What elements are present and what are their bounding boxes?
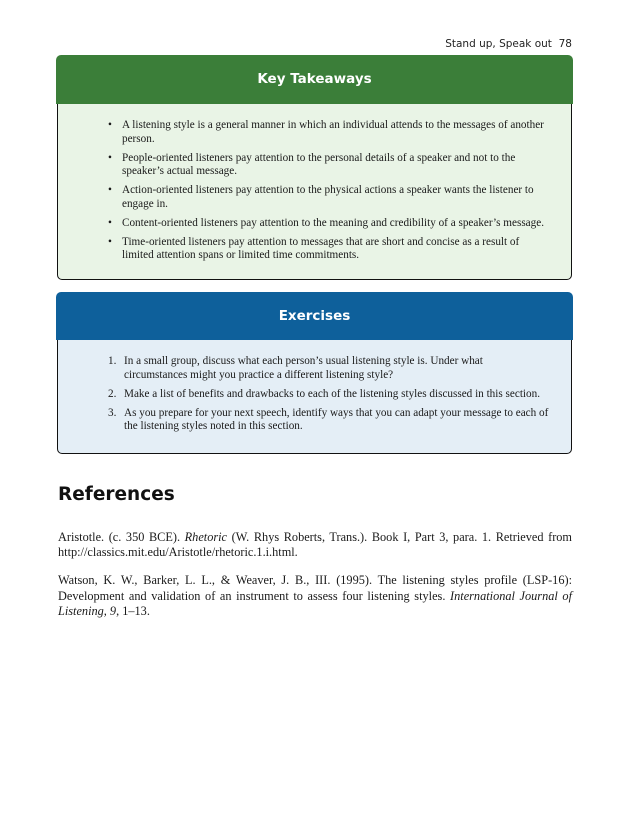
- takeaway-item: • Action-oriented listeners pay attention to the physical actions a speaker wants the listener to engage in.: [108, 184, 549, 211]
- key-takeaways-box: [57, 56, 572, 280]
- reference-text: , 1–13.: [116, 603, 150, 618]
- key-takeaways-title: Key Takeaways: [56, 55, 573, 104]
- exercise-text: In a small group, discuss what each person’s usual listening style is. Under what circumstances might you practice a different listening style?: [124, 355, 483, 381]
- exercises-list: [108, 355, 549, 439]
- takeaway-item: • Content-oriented listeners pay attention to the meaning and credibility of a speaker’s message.: [108, 217, 549, 231]
- references-heading: References: [58, 484, 175, 505]
- reference-text: Watson, K. W., Barker, L. L., & Weaver, J. B., III. (1995). The listening styles profile (LSP-16): Development and validation of an instrument to assess four listening styles.: [58, 573, 572, 603]
- takeaway-item: • People-oriented listeners pay attention to the personal details of a speaker and not to the speaker’s actual message.: [108, 152, 549, 179]
- exercise-text: As you prepare for your next speech, identify ways that you can adapt your message to each of the listening styles noted in this section.: [124, 406, 549, 432]
- page-number: 78: [558, 38, 572, 50]
- exercise-number: 2.: [108, 387, 117, 400]
- exercises-box: [57, 293, 572, 454]
- takeaway-item: • A listening style is a general manner in which an individual attends to the messages of another person.: [108, 119, 549, 146]
- running-head-title: Stand up, Speak out: [445, 38, 552, 50]
- reference-text: (W. Rhys Roberts, Trans.). Book I, Part 3, para. 1. Retrieved from http://classics.mit.edu/Aristotle/rhetoric.1.i.html.: [58, 530, 573, 560]
- exercise-item: [108, 388, 549, 402]
- exercise-item: [108, 407, 549, 434]
- reference-journal: International Journal of Listening, 9: [58, 588, 572, 618]
- references-list: [58, 530, 572, 632]
- exercise-number: 3.: [108, 406, 117, 419]
- key-takeaways-list: [108, 119, 549, 268]
- exercise-number: 1.: [108, 355, 117, 367]
- reference-title: Rhetoric: [184, 530, 227, 544]
- exercises-title: Exercises: [56, 292, 573, 340]
- reference-entry: [58, 573, 572, 619]
- exercise-item: [108, 355, 549, 382]
- takeaway-item: • Time-oriented listeners pay attention to messages that are short and concise as a result of limited attention spans or limited time commitments.: [108, 236, 549, 263]
- running-head: [445, 38, 572, 50]
- exercise-text: Make a list of benefits and drawbacks to each of the listening styles discussed in this section.: [124, 387, 541, 400]
- reference-text: Aristotle. (c. 350 BCE).: [58, 530, 185, 544]
- reference-entry: [58, 530, 572, 560]
